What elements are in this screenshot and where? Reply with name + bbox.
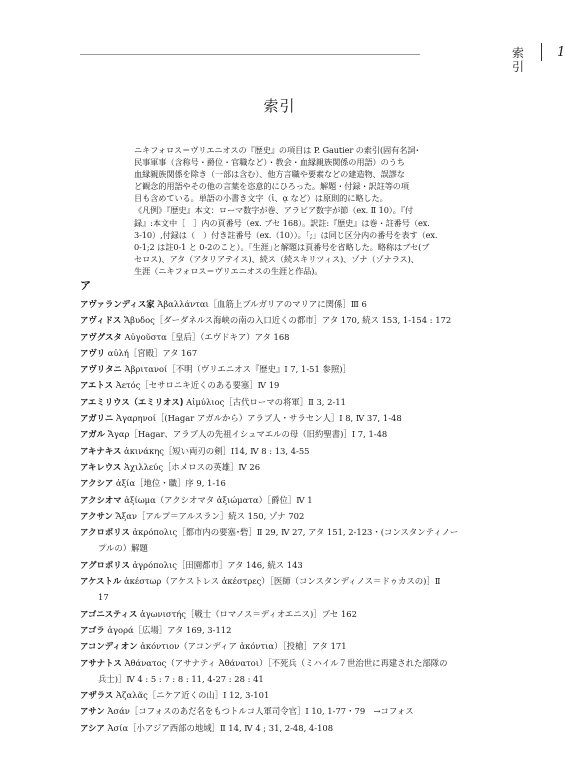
entry-text: Ἀγαρηνοί［(Hagar アガルから）アラブ人・サラセン人］Ⅰ 8, Ⅳ 37, 1-48 [113, 413, 402, 424]
entry-text: ἀξία［地位・職］序 9, 1-16 [113, 478, 226, 489]
page-title: 索引 [263, 97, 296, 115]
entry-headword: アガル [80, 429, 106, 440]
entry-text: Αὐγοῦστα［皇后］（エヴドキア）アタ 168 [121, 331, 290, 342]
intro-line: 民事軍事（含称号・爵位・官職など）・教会・血縁親族関係の用語）のうち [134, 157, 405, 168]
entry-headword: アヴリ [80, 347, 106, 358]
entry-text: ἀγωνιστής［戦士（ロマノス＝ディオエニス)］ブセ 162 [137, 608, 357, 619]
entry-text: ἀκρόπολις［都市内の要塞･砦］Ⅱ 29, Ⅳ 27, アタ 151, 2-123・(コンスタンティノー [129, 527, 459, 538]
page-number: 1 [557, 45, 565, 60]
entry-text: Ἀβριτανοί［不明（ヴリエニオス『歴史』Ⅰ 7, 1-51 参照)］ [121, 364, 351, 375]
entry-headword: アヴィドス [80, 315, 122, 326]
entry-text: Ἀσία［小アジア西部の地域］Ⅱ 14, Ⅳ 4 ; 31, 2-48, 4-108 [104, 722, 334, 733]
entry-headword: アケストル [80, 576, 122, 587]
entry-headword: アクシア [80, 478, 114, 489]
index-entry [80, 296, 480, 312]
entry-headword: アキレウス [80, 461, 122, 472]
index-entry [80, 687, 480, 703]
entry-headword: アサナトス [80, 657, 122, 668]
index-entry [80, 638, 480, 654]
entry-headword: アコンディオン [80, 641, 138, 652]
index-entry [80, 361, 480, 377]
intro-line: ニキフォロス＝ヴリエニオスの『歴史』の項目は P. Gautier の索引(固有名詞･ [134, 145, 420, 155]
entry-text: ἀγορά［広場］アタ 169, 3-112 [104, 624, 232, 635]
entry-text: 17 [98, 592, 109, 603]
index-entry [80, 459, 480, 475]
index-entry [80, 410, 480, 426]
index-entry [80, 492, 480, 508]
entry-text: Ἀζαλᾶς［ニケア近くの山］Ⅰ 12, 3-101 [113, 690, 270, 701]
entry-text: Ἀχιλλεύς［ホメロスの英雄］Ⅳ 26 [121, 461, 261, 472]
index-entry [80, 720, 480, 736]
entry-text: Αἰμύλιος［古代ローマの将軍］Ⅱ 3, 2-11 [183, 396, 346, 407]
entry-headword: アエトス [80, 380, 113, 391]
entry-text: Ἀβαλλάνται［血筋上ブルガリアのマリアに関係］Ⅲ 6 [154, 299, 367, 309]
intro-paragraph [134, 144, 438, 277]
index-entry-continuation [80, 540, 480, 556]
intro-line: 3-10）,付録は（ ）付き註番号（ex.（10））。「;」は同じ区分内の番号を表す（ex. [134, 229, 438, 240]
entry-headword: アグロポリス [80, 559, 130, 570]
index-entry [80, 377, 480, 393]
running-head [80, 45, 565, 74]
entry-headword: アクサン [80, 510, 113, 521]
entry-headword: アヴリタニ [80, 364, 122, 375]
intro-line: 血縁親族関係を除き（一部は含む）、他方言職や要素などの建造物、誤謬な [134, 169, 405, 180]
index-entry [80, 345, 480, 361]
entry-text: Ἄβυδος［ダーダネルス海峡の南の入口近くの都市］アタ 170, 続ス 153, 1-154 : 172 [121, 315, 452, 326]
index-entries [80, 296, 480, 736]
index-entry [80, 557, 480, 573]
entry-headword: アゴラ [80, 624, 105, 635]
intro-line: 録』:本文中［ ］内の頁番号（ex. ブセ 168）。訳註:『歴史』は巻・註番号（ex. [134, 217, 430, 228]
entry-text: Ἄξαν［アルプ＝アルスラン］続ス 150, ゾナ 702 [112, 510, 305, 521]
index-entry-continuation [80, 589, 480, 605]
entry-headword: アザラス [80, 690, 114, 701]
index-entry [80, 426, 480, 442]
index-entry [80, 622, 480, 638]
intro-line: 生涯（ニキフォロス＝ヴリエニオスの生涯と作品)。 [134, 265, 323, 276]
entry-text: Ἀθάνατος（アサナティ Ἀθάνατοι）［不死兵（ミハイル７世治世に再建された部隊の [121, 657, 448, 668]
entry-text: Ἀσάν［コフォスのあだ名をもつトルコ人軍司令官］Ⅰ 10, 1-77・79 →コフォス [104, 706, 414, 717]
entry-text: Ἄγαρ［Hagar、アラブ人の先祖イシュマエルの母（旧約聖書)］Ⅰ 7, 1-48 [105, 429, 388, 440]
index-entry [80, 312, 480, 328]
header-separator [541, 43, 542, 61]
entry-text: 兵士)］Ⅳ 4 : 5 : 7 : 8 : 11, 4-27 : 28 : 41 [98, 673, 264, 684]
entry-text: ἀγρόπολις［田園都市］アタ 146, 続ス 143 [129, 559, 303, 570]
index-entry [80, 443, 480, 459]
entry-text: ἀκέστωρ（アケストレス ἀκέστρες）［医師（コンスタンディノス＝ドゥカスの)］Ⅱ [121, 576, 441, 587]
intro-line: 0-1;2 は註0-1 と 0-2のこと）。｢生涯｣と解題は頁番号を省略した。略称はブセ(ブ [134, 241, 430, 252]
entry-headword: アヴァランディス家 [80, 299, 155, 309]
entry-text: プルの）解題 [98, 543, 148, 554]
index-entry [80, 606, 480, 622]
running-head-label: 索引 [512, 46, 525, 74]
index-entry [80, 573, 480, 589]
entry-headword: アゴニスティス [80, 608, 138, 619]
intro-line: セロス)、アタ（アタリアテイス)、続ス（続スキリツィス)、ゾナ（ゾナラス)、 [134, 253, 419, 264]
intro-line: 目も含めている。単語の小書き文字（ἰ、ᾳ など）は原則的に略した。 [134, 193, 388, 204]
entry-headword: アガリニ [80, 413, 114, 424]
entry-headword: アキナキス [80, 445, 122, 456]
header-rule [80, 54, 420, 55]
index-entry-continuation [80, 671, 480, 687]
entry-text: Ἀετός［セサロニキ近くのある要塞］Ⅳ 19 [113, 380, 280, 391]
index-entry [80, 655, 480, 671]
entry-headword: アヴグスタ [80, 331, 122, 342]
entry-text: ἀκόντιον（アコンディア ἀκόντια）［投槍］アタ 171 [137, 641, 347, 652]
entry-headword: アクシオマ [80, 494, 122, 505]
index-entry [80, 394, 480, 410]
section-heading: ア [80, 279, 91, 292]
entry-text: ἀκινάκης［短い両刃の剣］Ⅰ14, Ⅳ 8 : 13, 4-55 [121, 445, 310, 456]
index-entry [80, 524, 480, 540]
entry-headword: アサン [80, 706, 105, 717]
entry-text: ἀξίωμα（アクシオマタ ἀξιώματα）［爵位］Ⅳ 1 [121, 494, 313, 505]
index-entry [80, 703, 480, 719]
entry-headword: アクロポリス [80, 527, 130, 538]
entry-headword: アエミリウス（エミリオス) [80, 396, 184, 407]
intro-line: ど観念的用語やその他の言葉を恣意的にひろった。解題・付録・訳註等の項 [134, 181, 409, 192]
index-entry [80, 508, 480, 524]
index-entry [80, 329, 480, 345]
entry-text: αὐλή［宮殿］アタ 167 [105, 347, 198, 358]
entry-headword: アシア [80, 722, 105, 733]
intro-line: 《凡例》『歴史』本文：ローマ数字が巻、アラビア数字が節（ex. Ⅱ 10）。『付 [134, 205, 413, 216]
index-entry [80, 475, 480, 491]
